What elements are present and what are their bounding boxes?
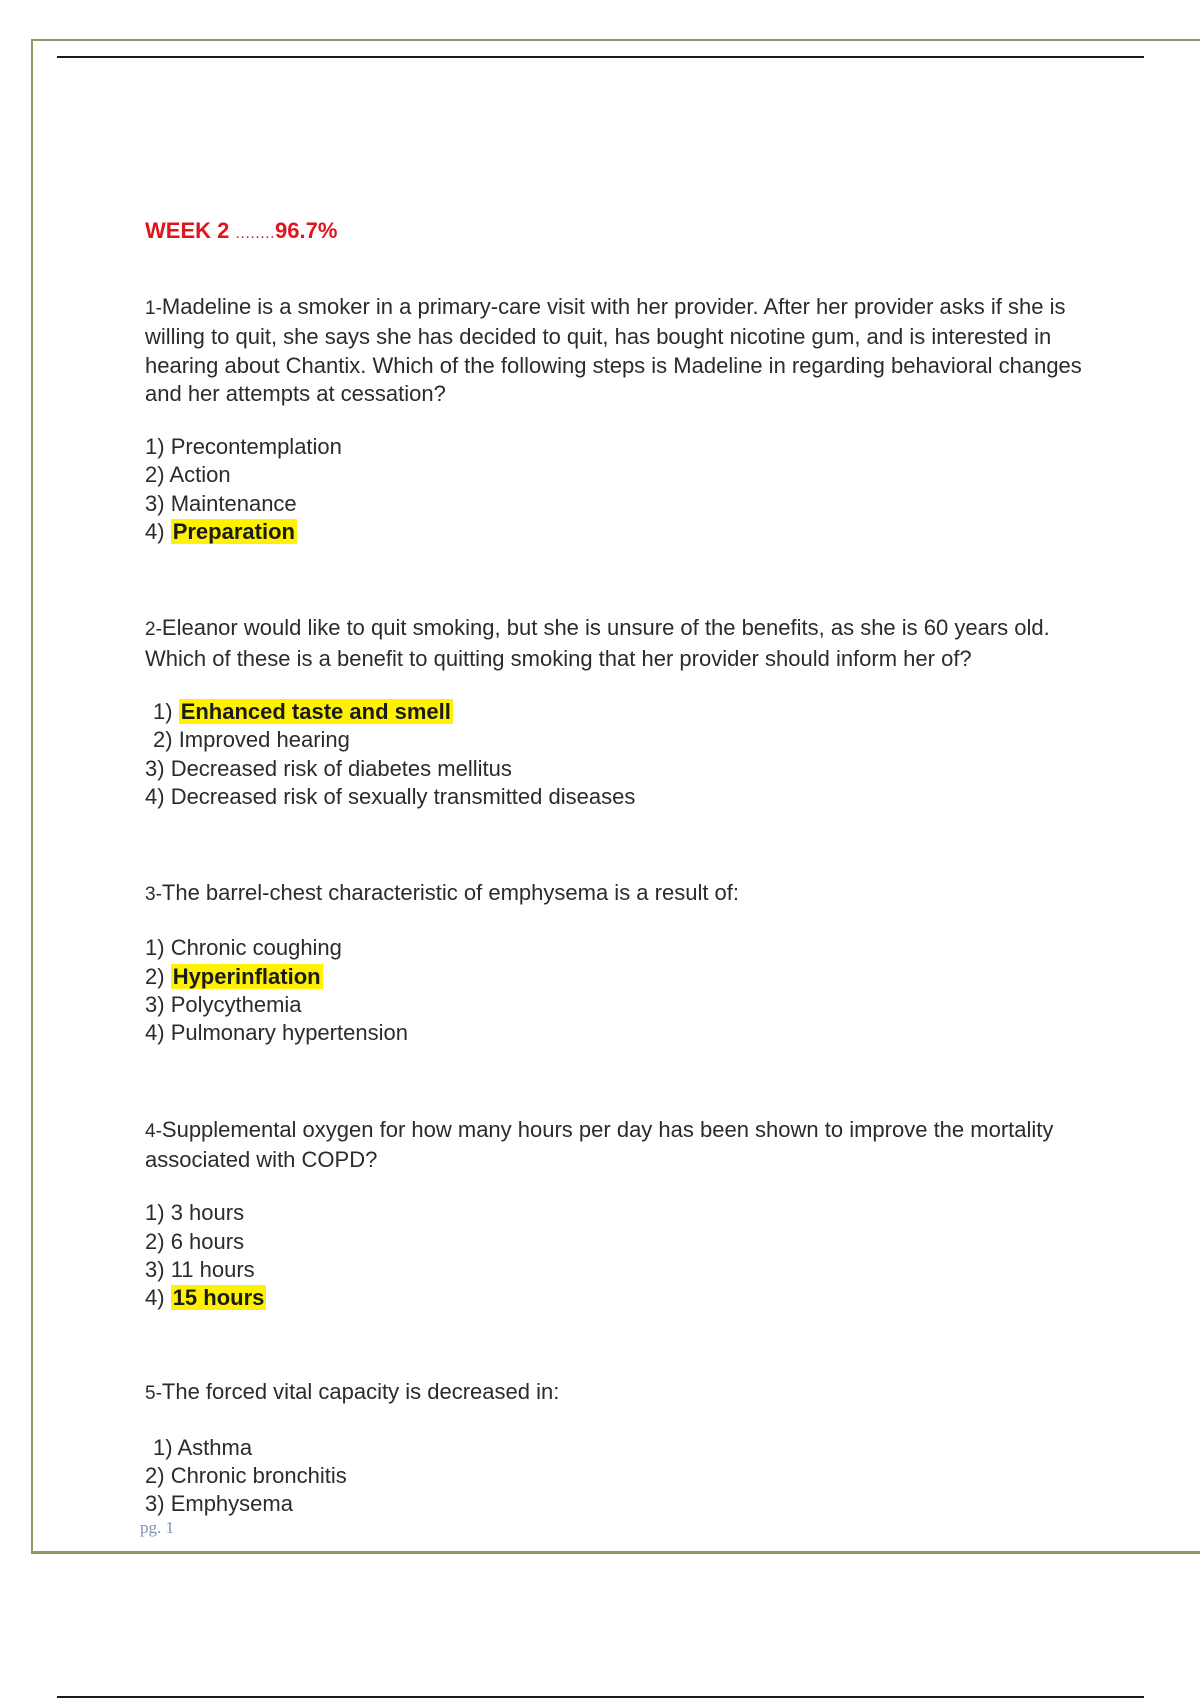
options-list [145,1199,1095,1312]
option-number: 1) [145,935,165,961]
question-body: Eleanor would like to quit smoking, but she is unsure of the benefits, as she is 60 years old. Which of these is a benefit to quitting smoking that her provider should inform her of? [145,615,1050,671]
options-list [145,1434,1095,1519]
question-block [145,293,1095,546]
question-number: 2- [145,619,162,641]
option-item [145,783,1095,811]
highlighted-answer: Preparation [172,519,295,545]
question-text [145,614,1095,673]
heading-dots: ........ [235,225,276,242]
option-number: 2) [145,1228,165,1254]
option-number: 4) [145,783,165,809]
option-number: 1) [145,434,165,460]
question-block [145,1116,1095,1313]
question-number: 4- [145,1120,162,1142]
week-score: 96.7% [275,218,338,243]
option-item [145,963,1095,991]
option-text: Pulmonary hypertension [170,1020,408,1046]
option-item [145,433,1095,461]
option-item [145,991,1095,1019]
option-number: 2) [145,1463,165,1489]
option-number: 3) [145,1256,165,1282]
question-block [145,879,1095,1047]
option-text: 11 hours [170,1256,255,1282]
option-item [145,461,1095,489]
option-item [145,518,1095,546]
option-number: 1) [153,1434,173,1460]
option-number: 4) [145,1020,165,1046]
option-item [145,1284,1095,1312]
option-number: 1) [145,1200,165,1226]
option-item [145,755,1095,783]
option-number: 4) [145,519,165,545]
option-item [145,1019,1095,1047]
options-list [145,698,1095,811]
question-body: Supplemental oxygen for how many hours per day has been shown to improve the mortality associated with COPD? [145,1116,1054,1172]
question-number: 3- [145,884,162,906]
question-text [145,1378,1095,1408]
option-number: 3) [145,1491,165,1517]
option-item [145,726,1095,754]
option-text: Decreased risk of diabetes mellitus [170,755,512,781]
options-list [145,934,1095,1047]
option-text: Polycythemia [170,992,302,1018]
option-number: 3) [145,992,165,1018]
highlighted-answer: 15 hours [172,1285,265,1311]
question-text [145,293,1095,408]
option-text: 3 hours [170,1200,245,1226]
option-number: 3) [145,490,165,516]
highlighted-answer: Enhanced taste and smell [180,698,451,724]
question-body: The forced vital capacity is decreased in: [161,1379,560,1405]
option-number: 2) [145,462,165,488]
option-text: Precontemplation [170,434,342,460]
question-block [145,1378,1095,1518]
option-item [145,1490,1095,1518]
option-number: 2) [145,963,165,989]
option-item [145,1228,1095,1256]
option-item [145,490,1095,518]
option-text: Action [169,462,231,488]
page-number: pg. 1 [140,1518,174,1537]
option-text: Chronic bronchitis [170,1463,347,1489]
option-number: 1) [153,698,173,724]
header-rule [57,56,1144,58]
week-label: WEEK 2 [145,218,230,243]
option-item [145,1434,1095,1462]
option-number: 3) [145,755,165,781]
question-text [145,879,1095,909]
option-item [145,1462,1095,1490]
options-list [145,433,1095,546]
question-body: The barrel-chest characteristic of emphysema is a result of: [161,880,740,906]
next-page-rule [57,1696,1144,1698]
option-text: Decreased risk of sexually transmitted diseases [170,783,636,809]
option-number: 4) [145,1285,165,1311]
option-text: Improved hearing [178,727,350,753]
question-number: 5- [145,1383,162,1405]
question-number: 1- [145,298,162,319]
option-text: Asthma [177,1434,253,1460]
option-text: Maintenance [170,490,297,516]
option-item [145,1256,1095,1284]
option-item [145,934,1095,962]
week-heading [145,214,1095,251]
option-text: 6 hours [170,1228,245,1254]
option-number: 2) [153,727,173,753]
option-item [145,1199,1095,1227]
question-block [145,614,1095,811]
question-text [145,1116,1095,1175]
option-text: Chronic coughing [170,935,342,961]
document-content [145,214,1095,1587]
option-item [145,698,1095,726]
highlighted-answer: Hyperinflation [172,963,321,989]
question-body: Madeline is a smoker in a primary-care visit with her provider. After her provider asks if she is willing to quit, she says she has decided to quit, has bought nicotine gum, and is interested in hearing about Chantix. Which of the following steps is Madeline in regarding behavioral changes and her attempts at cessation? [145,294,1082,406]
option-text: Emphysema [170,1491,293,1517]
